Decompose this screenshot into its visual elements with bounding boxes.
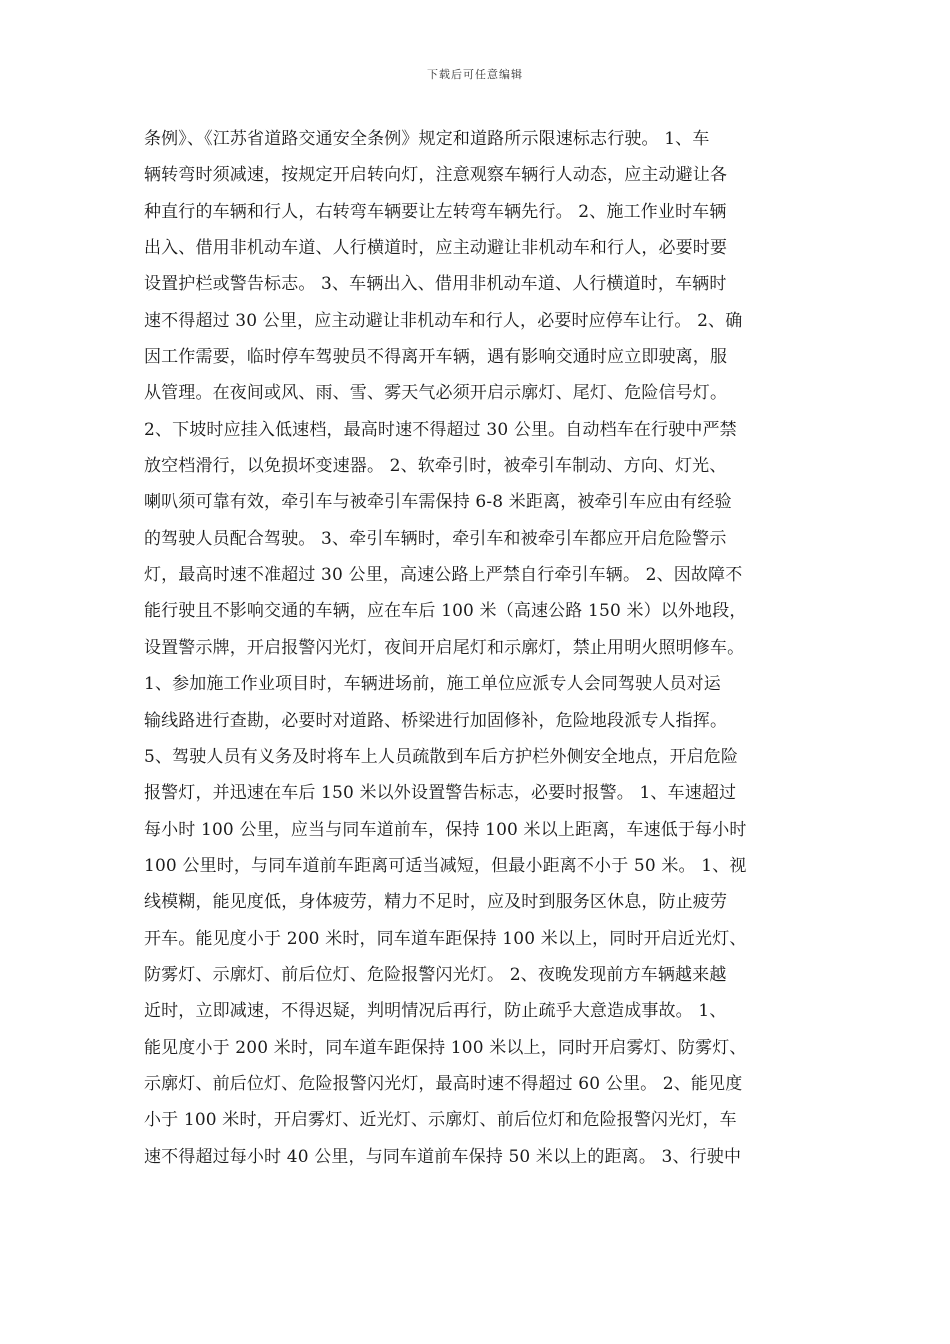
text-line: 近时，立即减速，不得迟疑，判明情况后再行，防止疏乎大意造成事故。 1、 [144,1001,727,1022]
text-line: 5、驾驶人员有义务及时将车上人员疏散到车后方护栏外侧安全地点，开启危险 [144,746,739,767]
text-line: 能见度小于 200 米时，同车道车距保持 100 米以上，同时开启雾灯、防雾灯、 [144,1037,747,1058]
body-text [144,121,816,1175]
text-line: 能行驶且不影响交通的车辆，应在车后 100 米（高速公路 150 米）以外地段， [144,601,747,622]
text-line: 放空档滑行，以免损坏变速器。 2、软牵引时，被牵引车制动、方向、灯光、 [144,456,727,477]
text-line: 开车。能见度小于 200 米时，同车道车距保持 100 米以上，同时开启近光灯、 [144,928,747,949]
text-line: 喇叭须可靠有效，牵引车与被牵引车需保持 6-8 米距离，被牵引车应由有经验 [144,492,732,513]
text-line: 报警灯，并迅速在车后 150 米以外设置警告标志，必要时报警。 1、车速超过 [144,783,737,804]
text-line: 设置警示牌，开启报警闪光灯，夜间开启尾灯和示廓灯，禁止用明火照明修车。 [144,637,745,658]
text-line: 输线路进行查勘，必要时对道路、桥梁进行加固修补，危险地段派专人指挥。 [144,710,728,731]
text-line: 1、参加施工作业项目时，车辆进场前，施工单位应派专人会同驾驶人员对运 [144,674,721,695]
text-line: 小于 100 米时，开启雾灯、近光灯、示廓灯、前后位灯和危险报警闪光灯，车 [144,1110,737,1131]
page-header: 下载后可任意编辑 [427,68,523,81]
text-line: 100 公里时，与同车道前车距离可适当减短，但最小距离不小于 50 米。 1、视 [144,855,747,876]
text-line: 的驾驶人员配合驾驶。 3、牵引车辆时，牵引车和被牵引车都应开启危险警示 [144,528,727,549]
text-line: 出入、借用非机动车道、人行横道时，应主动避让非机动车和行人，必要时要 [144,238,728,259]
text-line: 2、下坡时应挂入低速档，最高时速不得超过 30 公里。自动档车在行驶中严禁 [144,419,737,440]
text-line: 速不得超过每小时 40 公里，与同车道前车保持 50 米以上的距离。 3、行驶中 [144,1146,742,1167]
text-line: 种直行的车辆和行人，右转弯车辆要让左转弯车辆先行。 2、施工作业时车辆 [144,201,727,222]
text-line: 因工作需要，临时停车驾驶员不得离开车辆，遇有影响交通时应立即驶离，服 [144,347,728,368]
text-line: 示廓灯、前后位灯、危险报警闪光灯，最高时速不得超过 60 公里。 2、能见度 [144,1073,743,1094]
text-line: 防雾灯、示廓灯、前后位灯、危险报警闪光灯。 2、夜晚发现前方车辆越来越 [144,964,727,985]
text-line: 从管理。在夜间或风、雨、雪、雾天气必须开启示廓灯、尾灯、危险信号灯。 [144,383,728,404]
text-line: 速不得超过 30 公里，应主动避让非机动车和行人，必要时应停车让行。 2、确 [144,310,743,331]
text-line: 每小时 100 公里，应当与同车道前车，保持 100 米以上距离，车速低于每小时 [144,819,747,840]
text-line: 条例》、《江苏省道路交通安全条例》规定和道路所示限速标志行驶。 1、车 [144,129,710,149]
text-line: 灯，最高时速不准超过 30 公里，高速公路上严禁自行牵引车辆。 2、因故障不 [144,565,743,586]
text-line: 设置护栏或警告标志。 3、车辆出入、借用非机动车道、人行横道时，车辆时 [144,274,727,295]
text-line: 线模糊，能见度低，身体疲劳，精力不足时，应及时到服务区休息，防止疲劳 [144,892,728,913]
text-line: 辆转弯时须减速，按规定开启转向灯，注意观察车辆行人动态，应主动避让各 [144,165,728,186]
